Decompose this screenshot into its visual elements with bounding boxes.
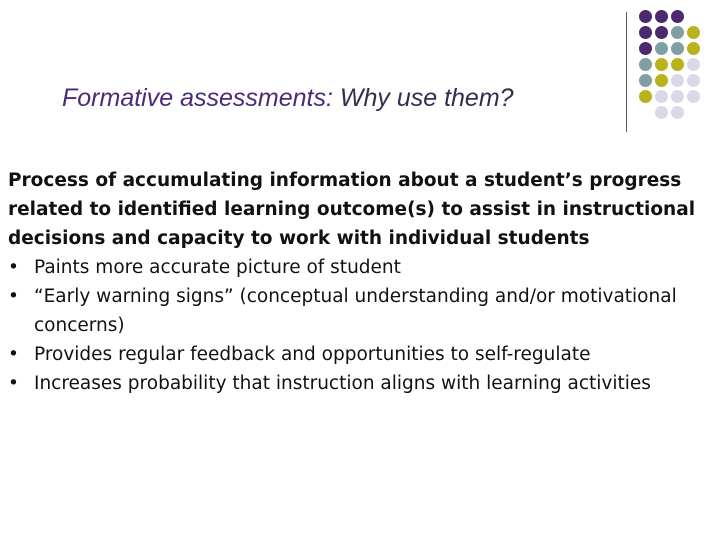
decorative-dot [639, 10, 652, 23]
decorative-dot [671, 10, 684, 23]
decorative-dot [687, 42, 700, 55]
bullet-text: Increases probability that instruction aligns with learning activities [34, 373, 651, 394]
bullet-icon: • [8, 344, 19, 365]
bullet-icon: • [8, 257, 19, 278]
decorative-dot [639, 42, 652, 55]
decorative-dot [671, 26, 684, 39]
intro-paragraph: Process of accumulating information about a student’s progress related to identified learning outcome(s) to assist in instructional decisions and capacity to work with individual students [8, 170, 696, 249]
decorative-dot [655, 106, 668, 119]
bullet-text: “Early warning signs” (conceptual understanding and/or motivational concerns) [34, 286, 677, 336]
decorative-dot [639, 90, 652, 103]
decorative-dot [655, 74, 668, 87]
bullet-text: Provides regular feedback and opportunities to self-regulate [34, 344, 591, 365]
decorative-dot [639, 26, 652, 39]
decorative-dot [655, 58, 668, 71]
decorative-dot [655, 90, 668, 103]
bullet-item [8, 340, 714, 369]
decorative-dot [639, 106, 652, 119]
decorative-dot [655, 42, 668, 55]
decorative-dot [671, 90, 684, 103]
divider-line [626, 12, 627, 132]
title-rest: Why use them? [332, 84, 514, 112]
decorative-dot [671, 106, 684, 119]
bullet-item [8, 282, 714, 340]
bullet-item [8, 253, 714, 282]
decorative-dot [655, 10, 668, 23]
decorative-dot [671, 74, 684, 87]
decorative-dot-grid [637, 8, 701, 120]
title-lead: Formative assessments: [62, 84, 333, 112]
decorative-dot [639, 58, 652, 71]
bullet-icon: • [8, 286, 19, 307]
decorative-dot [687, 106, 700, 119]
slide-title [62, 84, 514, 113]
bullet-text: Paints more accurate picture of student [34, 257, 401, 278]
decorative-dot [671, 42, 684, 55]
decorative-dot [671, 58, 684, 71]
decorative-dot [687, 26, 700, 39]
decorative-dot [687, 74, 700, 87]
decorative-dot [687, 90, 700, 103]
bullet-item [8, 369, 714, 398]
slide-body [8, 166, 714, 398]
decorative-dot [687, 10, 700, 23]
bullet-list [8, 253, 714, 398]
decorative-dot [687, 58, 700, 71]
decorative-dot [655, 26, 668, 39]
bullet-icon: • [8, 373, 19, 394]
decorative-dot [639, 74, 652, 87]
